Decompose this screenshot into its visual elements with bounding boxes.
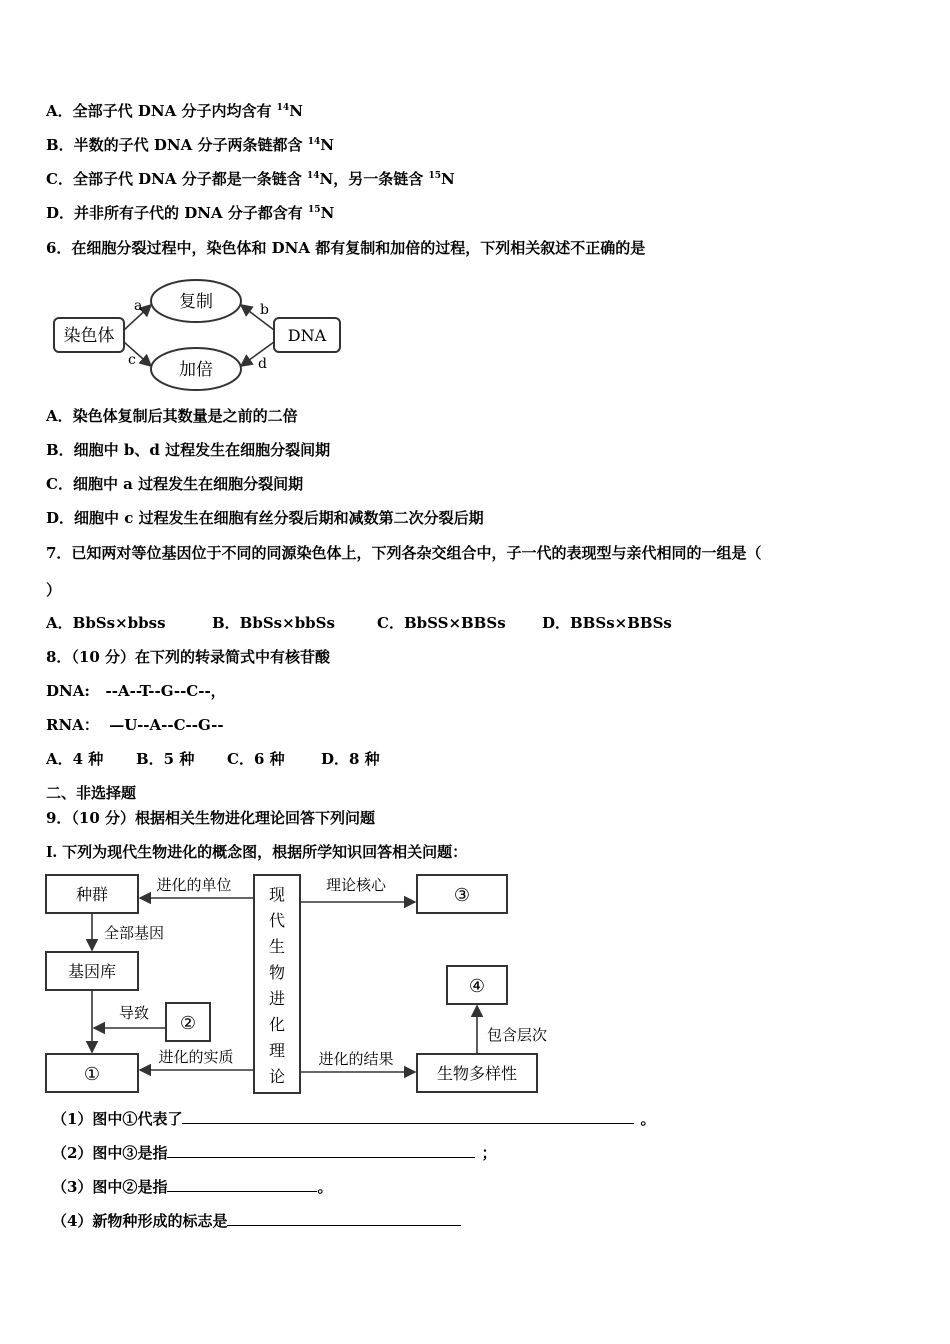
q5-option-a: A．全部子代 DNA 分子内均含有 $^{14}$N xyxy=(46,102,303,120)
section-heading: 二、非选择题 xyxy=(46,784,137,802)
q8-option-b: B．5 种 xyxy=(136,750,195,768)
answer-blank-4[interactable] xyxy=(227,1211,461,1226)
biodiversity-label: 生物多样性 xyxy=(436,1064,518,1083)
q5-option-b: B．半数的子代 DNA 分子两条链都含 $^{14}$N xyxy=(46,136,334,154)
q9-sub3: （3）图中②是指 。 xyxy=(52,1178,333,1196)
label-d: d xyxy=(258,356,267,372)
q9-stem: 9．（10 分）根据相关生物进化理论回答下列问题 xyxy=(46,809,376,827)
q7-option-c: C．BbSS×BBSs xyxy=(377,614,506,632)
q9-part1: I. 下列为现代生物进化的概念图，根据所学知识回答相关问题： xyxy=(46,842,468,861)
label-cause: 导致 xyxy=(118,1004,150,1022)
q8-stem: 8．（10 分）在下列的转录简式中有核苷酸 xyxy=(46,648,331,666)
label-c: c xyxy=(128,352,136,368)
q5-option-c: C．全部子代 DNA 分子都是一条链含 $^{14}$N，另一条链含 $^{15}$N xyxy=(46,170,455,188)
answer-blank-2[interactable] xyxy=(167,1143,475,1158)
q8-option-d: D．8 种 xyxy=(321,750,380,768)
center-theory-box xyxy=(254,875,300,1093)
label-essence: 进化的实质 xyxy=(158,1048,234,1066)
center-char-7: 论 xyxy=(268,1067,286,1086)
center-char-6: 理 xyxy=(268,1041,286,1060)
label-levels: 包含层次 xyxy=(487,1026,548,1044)
center-theory-text xyxy=(269,885,285,1086)
q7-option-a: A．BbSs×bbss xyxy=(46,614,166,632)
label-a: a xyxy=(134,298,143,314)
center-char-4: 进 xyxy=(268,989,286,1008)
q9-sub1: （1）图中①代表了 。 xyxy=(52,1110,656,1128)
q6-option-a: A．染色体复制后其数量是之前的二倍 xyxy=(46,407,298,425)
dna-label: DNA xyxy=(287,326,327,345)
q8-rna: RNA： —U--A--C--G-- xyxy=(46,716,224,734)
center-char-5: 化 xyxy=(268,1015,286,1034)
q8-option-a: A．4 种 xyxy=(46,750,104,768)
chromosome-label: 染色体 xyxy=(63,326,115,346)
center-char-3: 物 xyxy=(268,963,286,982)
q5-option-d: D．并非所有子代的 DNA 分子都含有 $^{15}$N xyxy=(46,204,335,222)
label-result: 进化的结果 xyxy=(318,1050,394,1068)
q6-stem: 6．在细胞分裂过程中，染色体和 DNA 都有复制和加倍的过程，下列相关叙述不正确的是 xyxy=(46,239,646,257)
label-unit: 进化的单位 xyxy=(156,876,232,894)
label-b: b xyxy=(260,302,269,318)
circle-2-label: ② xyxy=(179,1013,197,1034)
q6-option-c: C．细胞中 a 过程发生在细胞分裂间期 xyxy=(46,475,304,493)
circle-3-label: ③ xyxy=(453,885,471,906)
q8-dna: DNA: --A--T--G--C--， xyxy=(46,682,226,700)
evolution-concept-map xyxy=(44,870,564,1098)
q7-option-b: B．BbSs×bbSs xyxy=(212,614,335,632)
circle-1-label: ① xyxy=(83,1064,101,1085)
replicate-label: 复制 xyxy=(179,292,213,312)
answer-blank-3[interactable] xyxy=(167,1177,317,1192)
population-label: 种群 xyxy=(75,885,109,904)
arrow-b xyxy=(241,305,274,330)
answer-blank-1[interactable] xyxy=(182,1109,634,1124)
q9-sub4: （4）新物种形成的标志是 xyxy=(52,1211,461,1231)
q6-diagram xyxy=(46,278,356,393)
q7-option-d: D．BBSs×BBSs xyxy=(542,614,672,632)
q7-stem-end: ） xyxy=(46,581,62,599)
q9-sub2: （2）图中③是指 ； xyxy=(52,1144,497,1162)
center-char-2: 生 xyxy=(268,937,286,956)
center-char-0: 现 xyxy=(268,885,286,904)
center-char-1: 代 xyxy=(268,911,286,930)
gene-pool-label: 基因库 xyxy=(67,962,117,981)
q6-option-b: B．细胞中 b、d 过程发生在细胞分裂间期 xyxy=(46,441,331,459)
label-all-genes: 全部基因 xyxy=(104,924,165,942)
q6-option-d: D．细胞中 c 过程发生在细胞有丝分裂后期和减数第二次分裂后期 xyxy=(46,509,484,527)
q8-option-c: C．6 种 xyxy=(227,750,285,768)
label-core: 理论核心 xyxy=(325,876,387,894)
q7-stem: 7．已知两对等位基因位于不同的同源染色体上，下列各杂交组合中，子一代的表现型与亲代相同的一组是（ xyxy=(46,544,762,562)
circle-4-label: ④ xyxy=(468,976,486,997)
double-label: 加倍 xyxy=(179,360,213,380)
